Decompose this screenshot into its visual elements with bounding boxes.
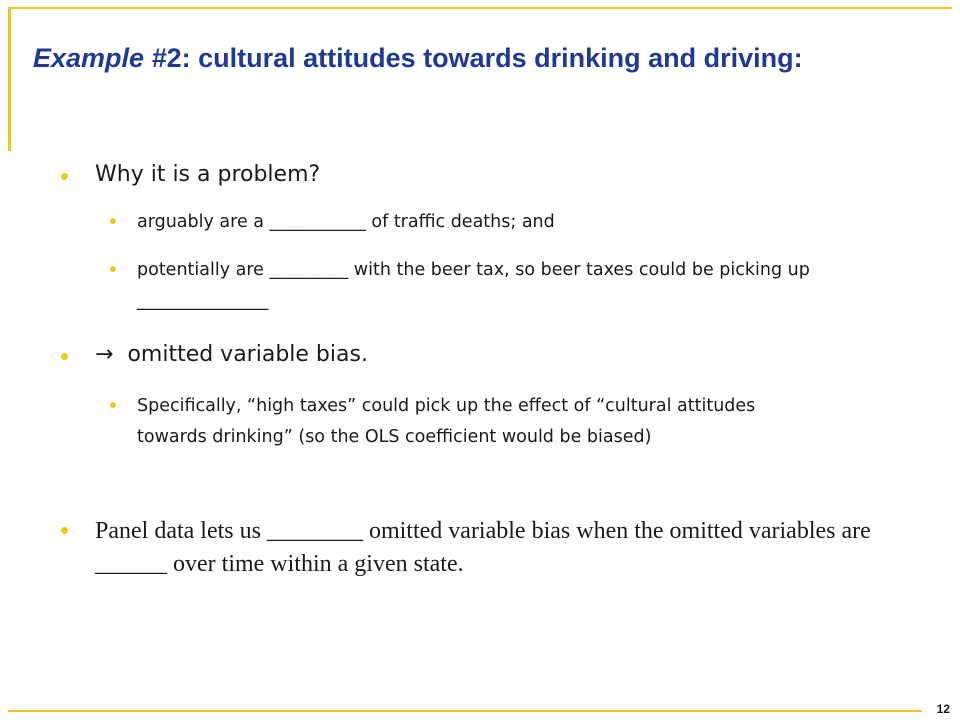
arrow-right-icon: → — [95, 342, 114, 367]
bullet-text: potentially are _________ with the beer tax, so beer taxes could be picking up _______________ — [137, 260, 810, 311]
bullet-dot-icon — [61, 527, 68, 534]
bullet-dot-icon — [110, 218, 116, 224]
bullet-text: Specifically, “high taxes” could pick up the effect of “cultural attitudes towards drinking” (so the OLS coefficient would be biased) — [137, 396, 756, 447]
title-rest: 2: cultural attitudes towards drinking and driving: — [166, 43, 803, 73]
title-prefix: Example # — [33, 43, 167, 73]
slide-title — [33, 40, 953, 76]
bottom-rule — [8, 710, 922, 712]
top-rule — [8, 7, 952, 9]
bullet-text: Why it is a problem? — [95, 162, 321, 187]
bullet-text: arguably are a ___________ of traffic deaths; and — [137, 212, 555, 232]
bullet-text — [95, 340, 895, 370]
page-number: 12 — [936, 702, 950, 716]
bullet-dot-icon — [110, 402, 116, 408]
left-rule — [8, 7, 11, 151]
bullet-dot-icon — [61, 173, 68, 180]
bullet-dot-icon — [61, 353, 68, 360]
bullet-text: Panel data lets us ________ omitted variable bias when the omitted variables are ______ over time within a given state. — [95, 518, 871, 577]
bullet-dot-icon — [110, 266, 116, 272]
bullet-text-main: omitted variable bias. — [127, 342, 368, 367]
